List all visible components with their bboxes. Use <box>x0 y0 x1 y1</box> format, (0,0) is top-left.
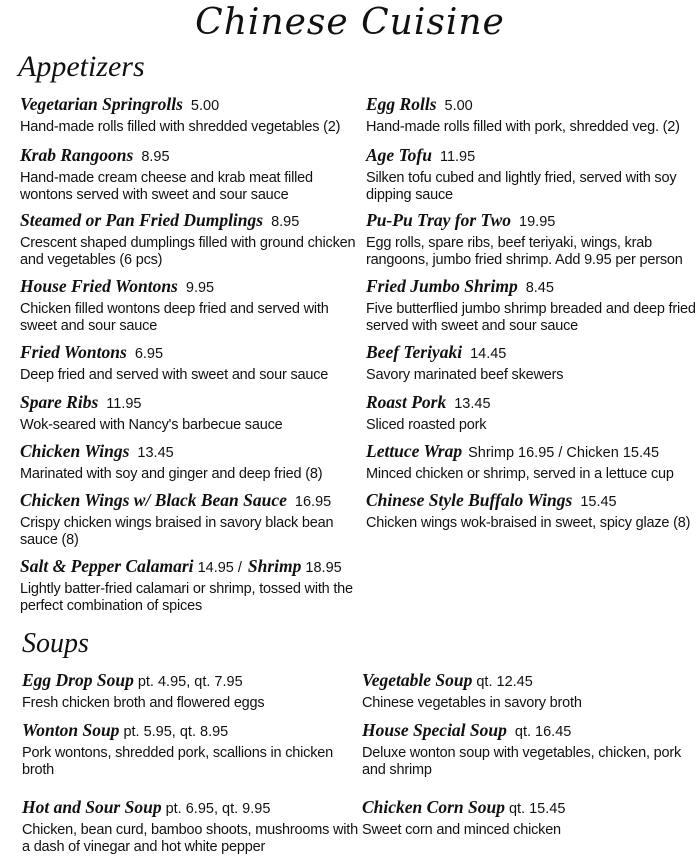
item-price: 14.45 <box>470 346 507 362</box>
menu-item <box>366 490 700 532</box>
menu-item <box>362 720 700 779</box>
menu-item <box>366 392 700 434</box>
item-name: Steamed or Pan Fried Dumplings <box>20 210 264 230</box>
section-title-soups: Soups <box>22 628 89 659</box>
menu-item <box>366 145 700 204</box>
item-description: Lightly batter-fried calamari or shrimp, tossed with the perfect combination of spices <box>20 581 353 614</box>
item-name: Krab Rangoons <box>20 145 134 165</box>
item-description: Chicken wings wok-braised in sweet, spicy glaze (8) <box>366 515 691 531</box>
item-price: 13.45 <box>137 445 174 461</box>
item-name: Egg Rolls <box>366 94 437 114</box>
item-description: Crispy chicken wings braised in savory black bean sauce (8) <box>20 515 334 548</box>
item-price: 19.95 <box>519 214 556 230</box>
item-name: Roast Pork <box>366 392 447 412</box>
menu-item <box>20 490 360 549</box>
item-description: Minced chicken or shrimp, served in a lettuce cup <box>366 466 674 482</box>
menu-item <box>20 276 360 335</box>
section-title-appetizers: Appetizers <box>18 50 145 83</box>
item-name: Egg Drop Soup <box>22 670 134 690</box>
item-price: 5.00 <box>444 98 473 114</box>
item-name: Fried Wontons <box>20 342 127 362</box>
item-name-secondary: Shrimp <box>247 556 302 576</box>
menu-item <box>366 94 700 136</box>
menu-item <box>20 210 360 269</box>
menu-item <box>22 797 362 856</box>
item-name: House Special Soup <box>362 720 507 740</box>
item-description: Hand-made rolls filled with pork, shredded veg. (2) <box>366 119 680 135</box>
menu-item <box>20 145 360 204</box>
item-name: Chicken Wings w/ Black Bean Sauce <box>20 490 287 510</box>
item-description: Deep fried and served with sweet and sour sauce <box>20 367 329 383</box>
item-price: 14.95 / <box>197 560 242 576</box>
item-price: Shrimp 16.95 / Chicken 15.45 <box>468 445 660 461</box>
menu-title: Chinese Cuisine <box>195 2 505 43</box>
item-name: Vegetable Soup <box>362 670 473 690</box>
item-price: pt. 5.95, qt. 8.95 <box>123 724 229 740</box>
item-price: 8.45 <box>525 280 554 296</box>
item-price: qt. 12.45 <box>476 674 533 690</box>
item-price: 11.95 <box>439 149 476 165</box>
menu-item <box>20 556 360 615</box>
item-description: Hand-made rolls filled with shredded vegetables (2) <box>20 119 341 135</box>
item-name: Age Tofu <box>366 145 432 165</box>
item-name: Beef Teriyaki <box>366 342 463 362</box>
item-description: Hand-made cream cheese and krab meat filled wontons served with sweet and sour sauce <box>20 170 313 203</box>
item-price: 13.45 <box>454 396 491 412</box>
menu-item <box>362 670 700 712</box>
item-description: Marinated with soy and ginger and deep fried (8) <box>20 466 323 482</box>
item-name: Chicken Corn Soup <box>362 797 505 817</box>
item-description: Sliced roasted pork <box>366 417 487 433</box>
item-description: Savory marinated beef skewers <box>366 367 564 383</box>
item-price: pt. 6.95, qt. 9.95 <box>165 801 271 817</box>
item-price: 8.95 <box>141 149 170 165</box>
item-description: Five butterflied jumbo shrimp breaded and deep fried served with sweet and sour sauce <box>366 301 696 334</box>
item-description: Crescent shaped dumplings filled with ground chicken and vegetables (6 pcs) <box>20 235 356 268</box>
menu-item <box>20 342 360 384</box>
item-name: Fried Jumbo Shrimp <box>366 276 518 296</box>
menu-item <box>362 797 700 839</box>
item-name: Salt & Pepper Calamari <box>20 556 194 576</box>
item-price: 15.45 <box>580 494 617 510</box>
menu-item <box>22 670 362 712</box>
item-name: Spare Ribs <box>20 392 99 412</box>
item-description: Silken tofu cubed and lightly fried, served with soy dipping sauce <box>366 170 677 203</box>
item-price: 9.95 <box>185 280 215 296</box>
menu-item <box>366 276 700 335</box>
item-price: qt. 15.45 <box>508 801 566 817</box>
item-name: House Fried Wontons <box>20 276 178 296</box>
menu-item <box>366 210 700 269</box>
item-name: Pu-Pu Tray for Two <box>366 210 512 230</box>
item-description: Chicken filled wontons deep fried and served with sweet and sour sauce <box>20 301 329 334</box>
menu-item <box>366 441 700 483</box>
item-name: Chinese Style Buffalo Wings <box>366 490 573 510</box>
item-price: 11.95 <box>106 396 142 412</box>
item-price: 6.95 <box>134 346 164 362</box>
item-name: Hot and Sour Soup <box>22 797 162 817</box>
item-description: Egg rolls, spare ribs, beef teriyaki, wings, krab rangoons, jumbo fried shrimp. Add 9.95 per person <box>366 235 683 268</box>
item-name: Lettuce Wrap <box>366 441 463 461</box>
item-name: Vegetarian Springrolls <box>20 94 183 114</box>
item-price-secondary: 18.95 <box>305 560 342 576</box>
menu-item <box>20 441 360 483</box>
item-description: Chicken, bean curd, bamboo shoots, mushrooms with a dash of vinegar and hot white pepper <box>22 822 358 855</box>
item-price: pt. 4.95, qt. 7.95 <box>137 674 243 690</box>
item-description: Deluxe wonton soup with vegetables, chicken, pork and shrimp <box>362 745 682 778</box>
item-price: qt. 16.45 <box>514 724 572 740</box>
item-price: 8.95 <box>271 214 300 230</box>
menu-item <box>366 342 700 384</box>
menu-item <box>20 94 360 136</box>
item-description: Wok-seared with Nancy's barbecue sauce <box>20 417 283 433</box>
item-price: 16.95 <box>294 494 332 510</box>
item-description: Chinese vegetables in savory broth <box>362 695 582 711</box>
item-description: Fresh chicken broth and flowered eggs <box>22 695 265 711</box>
menu-item <box>20 392 360 434</box>
item-name: Chicken Wings <box>20 441 130 461</box>
item-name: Wonton Soup <box>22 720 120 740</box>
menu-item <box>22 720 362 779</box>
item-description: Sweet corn and minced chicken <box>362 822 561 838</box>
item-description: Pork wontons, shredded pork, scallions in chicken broth <box>22 745 333 778</box>
item-price: 5.00 <box>190 98 220 114</box>
